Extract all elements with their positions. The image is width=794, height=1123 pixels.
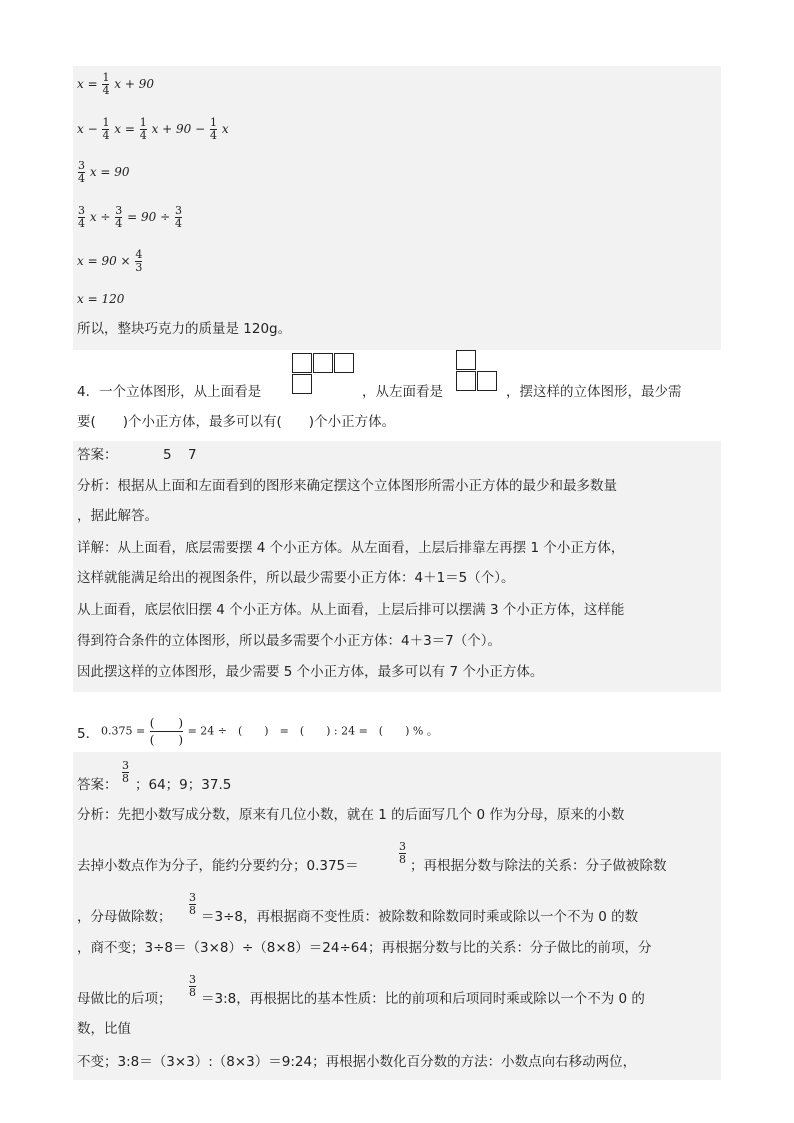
q4-text-b: ，从左面看是 [362, 384, 443, 400]
q5-analysis-2-fraction: $\frac{3}{8}$ [399, 840, 406, 866]
equation-line-6: x = 120 [77, 292, 125, 306]
q4-detail-5: 因此摆这样的立体图形，最少需要 5 个小正方体，最多可以有 7 个小正方体。 [77, 664, 544, 680]
q5-analysis-3-fraction: $\frac{3}{8}$ [189, 891, 196, 917]
q4-detail-2: 这样就能满足给出的视图条件，所以最少需要小正方体：4＋1＝5（个）。 [77, 570, 515, 586]
q5-analysis-5-fraction: $\frac{3}{8}$ [189, 973, 196, 999]
top-view-figure [292, 353, 360, 395]
equation-line-1: x = $\frac{1}{4}$ x + 90 [77, 71, 155, 97]
q4-detail-1: 详解：从上面看，底层需要摆 4 个小正方体。从左面看，上层后排靠左再摆 1 个小正方体， [77, 540, 625, 556]
q5-analysis-5a: 母做比的后项； [77, 991, 172, 1007]
equation-line-2: x − $\frac{1}{4}$ x = $\frac{1}{4}$ x + 90 − $\frac{1}{4}$ x [77, 116, 229, 142]
q3-conclusion: 所以，整块巧克力的质量是 120g。 [77, 321, 292, 337]
q5-equation: 0.375 = $\frac{( )}{( )}$ = 24 ÷ ( ) = ( ) : 24 = ( ) % 。 [101, 716, 438, 747]
equation-line-4: $\frac{3}{4}$ x ÷ $\frac{3}{4}$ = 90 ÷ $\frac{3}{4}$ [78, 204, 182, 230]
q5-analysis-6: 数，比值 [77, 1021, 131, 1037]
q4-text-d: 要( )个小正方体，最多可以有( )个小正方体。 [77, 414, 396, 430]
q5-analysis-5b: ＝3:8，再根据比的基本性质：比的前项和后项同时乘或除以一个不为 0 的 [201, 991, 645, 1007]
equation-line-5: x = 90 × $\frac{4}{3}$ [77, 248, 143, 274]
q5-analysis-3b: ＝3÷8，再根据商不变性质：被除数和除数同时乘或除以一个不为 0 的数 [201, 909, 639, 925]
q4-analysis-1: 分析：根据从上面和左面看到的图形来确定摆这个立体图形所需小正方体的最少和最多数量 [77, 478, 617, 494]
q5-number: 5． [77, 726, 100, 742]
q4-detail-4: 得到符合条件的立体图形，所以最多需要个小正方体：4＋3＝7（个）。 [77, 633, 502, 649]
equation-line-3: $\frac{3}{4}$ x = 90 [78, 159, 130, 185]
q4-detail-3: 从上面看，底层依旧摆 4 个小正方体。从上面看，上层后排可以摆满 3 个小正方体，这样能 [77, 602, 625, 618]
q4-analysis-2: ，据此解答。 [77, 508, 158, 524]
q4-answer-max: 7 [188, 447, 197, 463]
left-view-figure [456, 350, 504, 395]
q5-analysis-3a: ，分母做除数； [77, 909, 172, 925]
q4-answer-min: 5 [163, 447, 172, 463]
q5-analysis-7: 不变；3:8＝（3×3）:（8×3）＝9:24；再根据小数化百分数的方法：小数点向右移动两位， [77, 1054, 637, 1070]
q5-answer-values: ；64；9；37.5 [135, 777, 232, 793]
q4-answer-label: 答案： [77, 447, 118, 463]
q5-analysis-4: ，商不变；3÷8＝（3×8）÷（8×8）＝24÷64；再根据分数与比的关系：分子做比的前项，分 [77, 940, 652, 956]
q5-answer-label: 答案： [77, 777, 118, 793]
q5-answer-fraction: $\frac{3}{8}$ [122, 759, 129, 785]
q4-text-c: ，摆这样的立体图形，最少需 [506, 384, 682, 400]
q4-text-a: 4．一个立体图形，从上面看是 [77, 384, 262, 400]
q5-analysis-1: 分析：先把小数写成分数，原来有几位小数，就在 1 的后面写几个 0 作为分母，原来的小数 [77, 807, 625, 823]
q5-analysis-2b: ；再根据分数与除法的关系：分子做被除数 [410, 858, 667, 874]
q5-analysis-2a: 去掉小数点作为分子，能约分要约分；0.375＝ [77, 858, 359, 874]
